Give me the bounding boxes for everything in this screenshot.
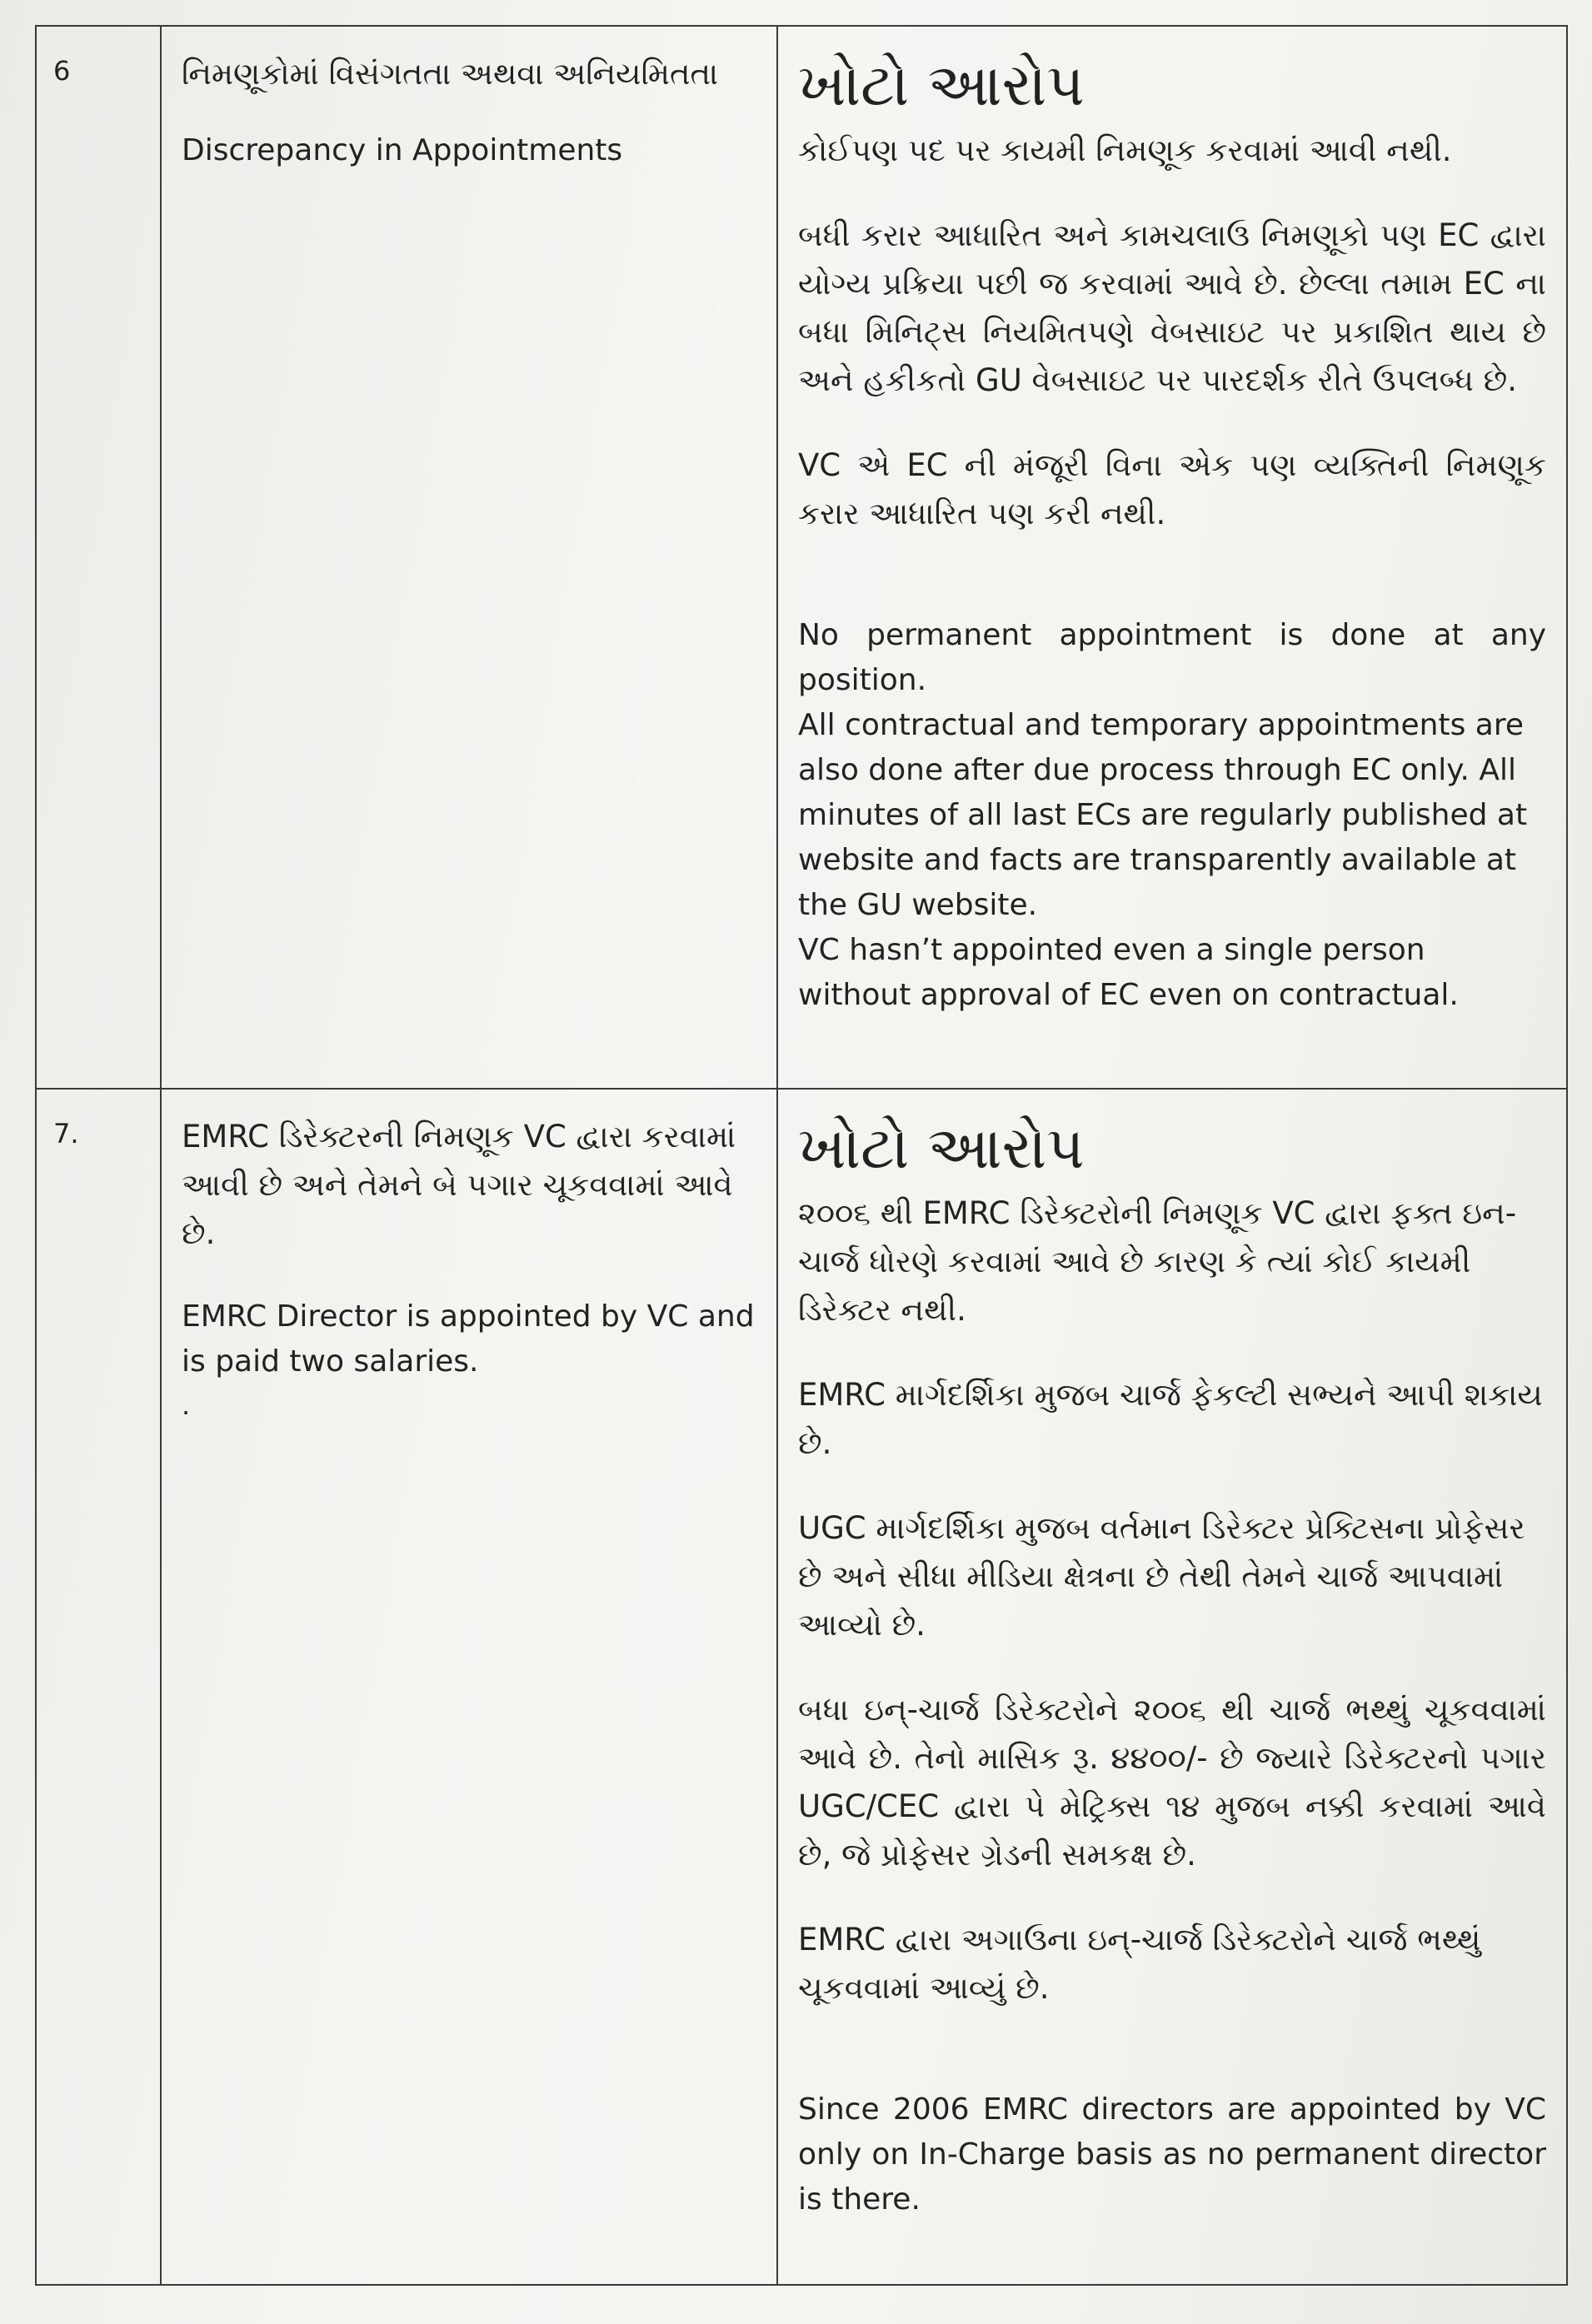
response-english-paragraph: Since 2006 EMRC directors are appointed by VC only on In-Charge basis as no permanent director is there. bbox=[798, 2092, 1546, 2217]
response-cell bbox=[777, 1089, 1567, 2285]
response-gujarati-paragraph: UGC માર્ગદર્શિકા મુજબ વર્તમાન ડિરેક્ટર પ્રેક્ટિસના પ્રોફેસર છે અને સીધા મીડિયા ક્ષેત્રના છે તેથી તેમને ચાર્જ આપવામાં આવ્યો છે. bbox=[798, 1510, 1525, 1643]
row-number: 7. bbox=[53, 1118, 79, 1150]
allegation-gujarati: EMRC ડિરેક્ટરની નિમણૂક VC દ્વારા કરવામાં આવી છે અને તેમને બે પગાર ચૂકવવામાં આવે છે. bbox=[182, 1119, 736, 1251]
stray-dot: . bbox=[182, 1389, 191, 1421]
response-gujarati-paragraph: EMRC માર્ગદર્શિકા મુજબ ચાર્જ ફેકલ્ટી સભ્યને આપી શકાય છે. bbox=[798, 1377, 1543, 1461]
row-number-cell bbox=[36, 1089, 161, 2285]
response-english-paragraph: No permanent appointment is done at any position. bbox=[798, 618, 1546, 697]
allegation-cell bbox=[161, 1089, 777, 2285]
table-row bbox=[36, 26, 1567, 1089]
verdict-heading: ખોટો આરોપ bbox=[798, 51, 1085, 119]
response-gujarati-paragraph: કોઈપણ પદ પર કાયમી નિમણૂક કરવામાં આવી નથી. bbox=[798, 132, 1452, 168]
response-gujarati-paragraph: ૨૦૦૬ થી EMRC ડિરેક્ટરોની નિમણૂક VC દ્વારા ફક્ત ઇન-ચાર્જ ધોરણે કરવામાં આવે છે કારણ કે ત્યાં કોઈ કાયમી ડિરેક્ટર નથી. bbox=[798, 1195, 1517, 1328]
allegation-cell bbox=[161, 26, 777, 1089]
response-gujarati-paragraph: બધા ઇન્-ચાર્જ ડિરેક્ટરોને ૨૦૦૬ થી ચાર્જ ભથ્થું ચૂકવવામાં આવે છે. તેનો માસિક રૂ. ૪૪૦૦/- છે જ્યારે ડિરેક્ટરનો પગાર UGC/CEC દ્વારા પે મેટ્રિક્સ ૧૪ મુજબ નક્કી કરવામાં આવે છે, જે પ્રોફેસર ગ્રેડની સમકક્ષ છે. bbox=[798, 1692, 1546, 1873]
allegation-english: Discrepancy in Appointments bbox=[182, 133, 623, 167]
response-gujarati-paragraph: EMRC દ્વારા અગાઉના ઇન્-ચાર્જ ડિરેક્ટરોને ચાર્જ ભથ્થું ચૂકવવામાં આવ્યું છે. bbox=[798, 1922, 1481, 2006]
response-gujarati-paragraph: બધી કરાર આધારિત અને કામચલાઉ નિમણૂકો પણ EC દ્વારા યોગ્ય પ્રક્રિયા પછી જ કરવામાં આવે છે. છેલ્લા તમામ EC ના બધા મિનિટ્સ નિયમિતપણે વેબસાઇટ પર પ્રકાશિત થાય છે અને હકીકતો GU વેબસાઇટ પર પારદર્શક રીતે ઉપલબ્ધ છે. bbox=[798, 217, 1546, 398]
response-cell bbox=[777, 26, 1567, 1089]
allegation-gujarati: નિમણૂકોમાં વિસંગતતા અથવા અનિયમિતતા bbox=[182, 56, 719, 92]
table-row bbox=[36, 1089, 1567, 2285]
response-english-paragraph: VC hasn’t appointed even a single person without approval of EC even on contractual. bbox=[798, 933, 1459, 1012]
verdict-heading: ખોટો આરોપ bbox=[798, 1114, 1085, 1182]
allegation-english: EMRC Director is appointed by VC and is paid two salaries. bbox=[182, 1299, 755, 1379]
allegations-table bbox=[35, 25, 1568, 2286]
row-number-cell bbox=[36, 26, 161, 1089]
response-english-paragraph: All contractual and temporary appointments are also done after due process through EC only. All minutes of all last ECs are regularly published at website and facts are transparently available at the GU website. bbox=[798, 708, 1528, 922]
response-gujarati-paragraph: VC એ EC ની મંજૂરી વિના એક પણ વ્યક્તિની નિમણૂક કરાર આધારિત પણ કરી નથી. bbox=[798, 447, 1546, 531]
row-number: 6 bbox=[53, 55, 71, 87]
